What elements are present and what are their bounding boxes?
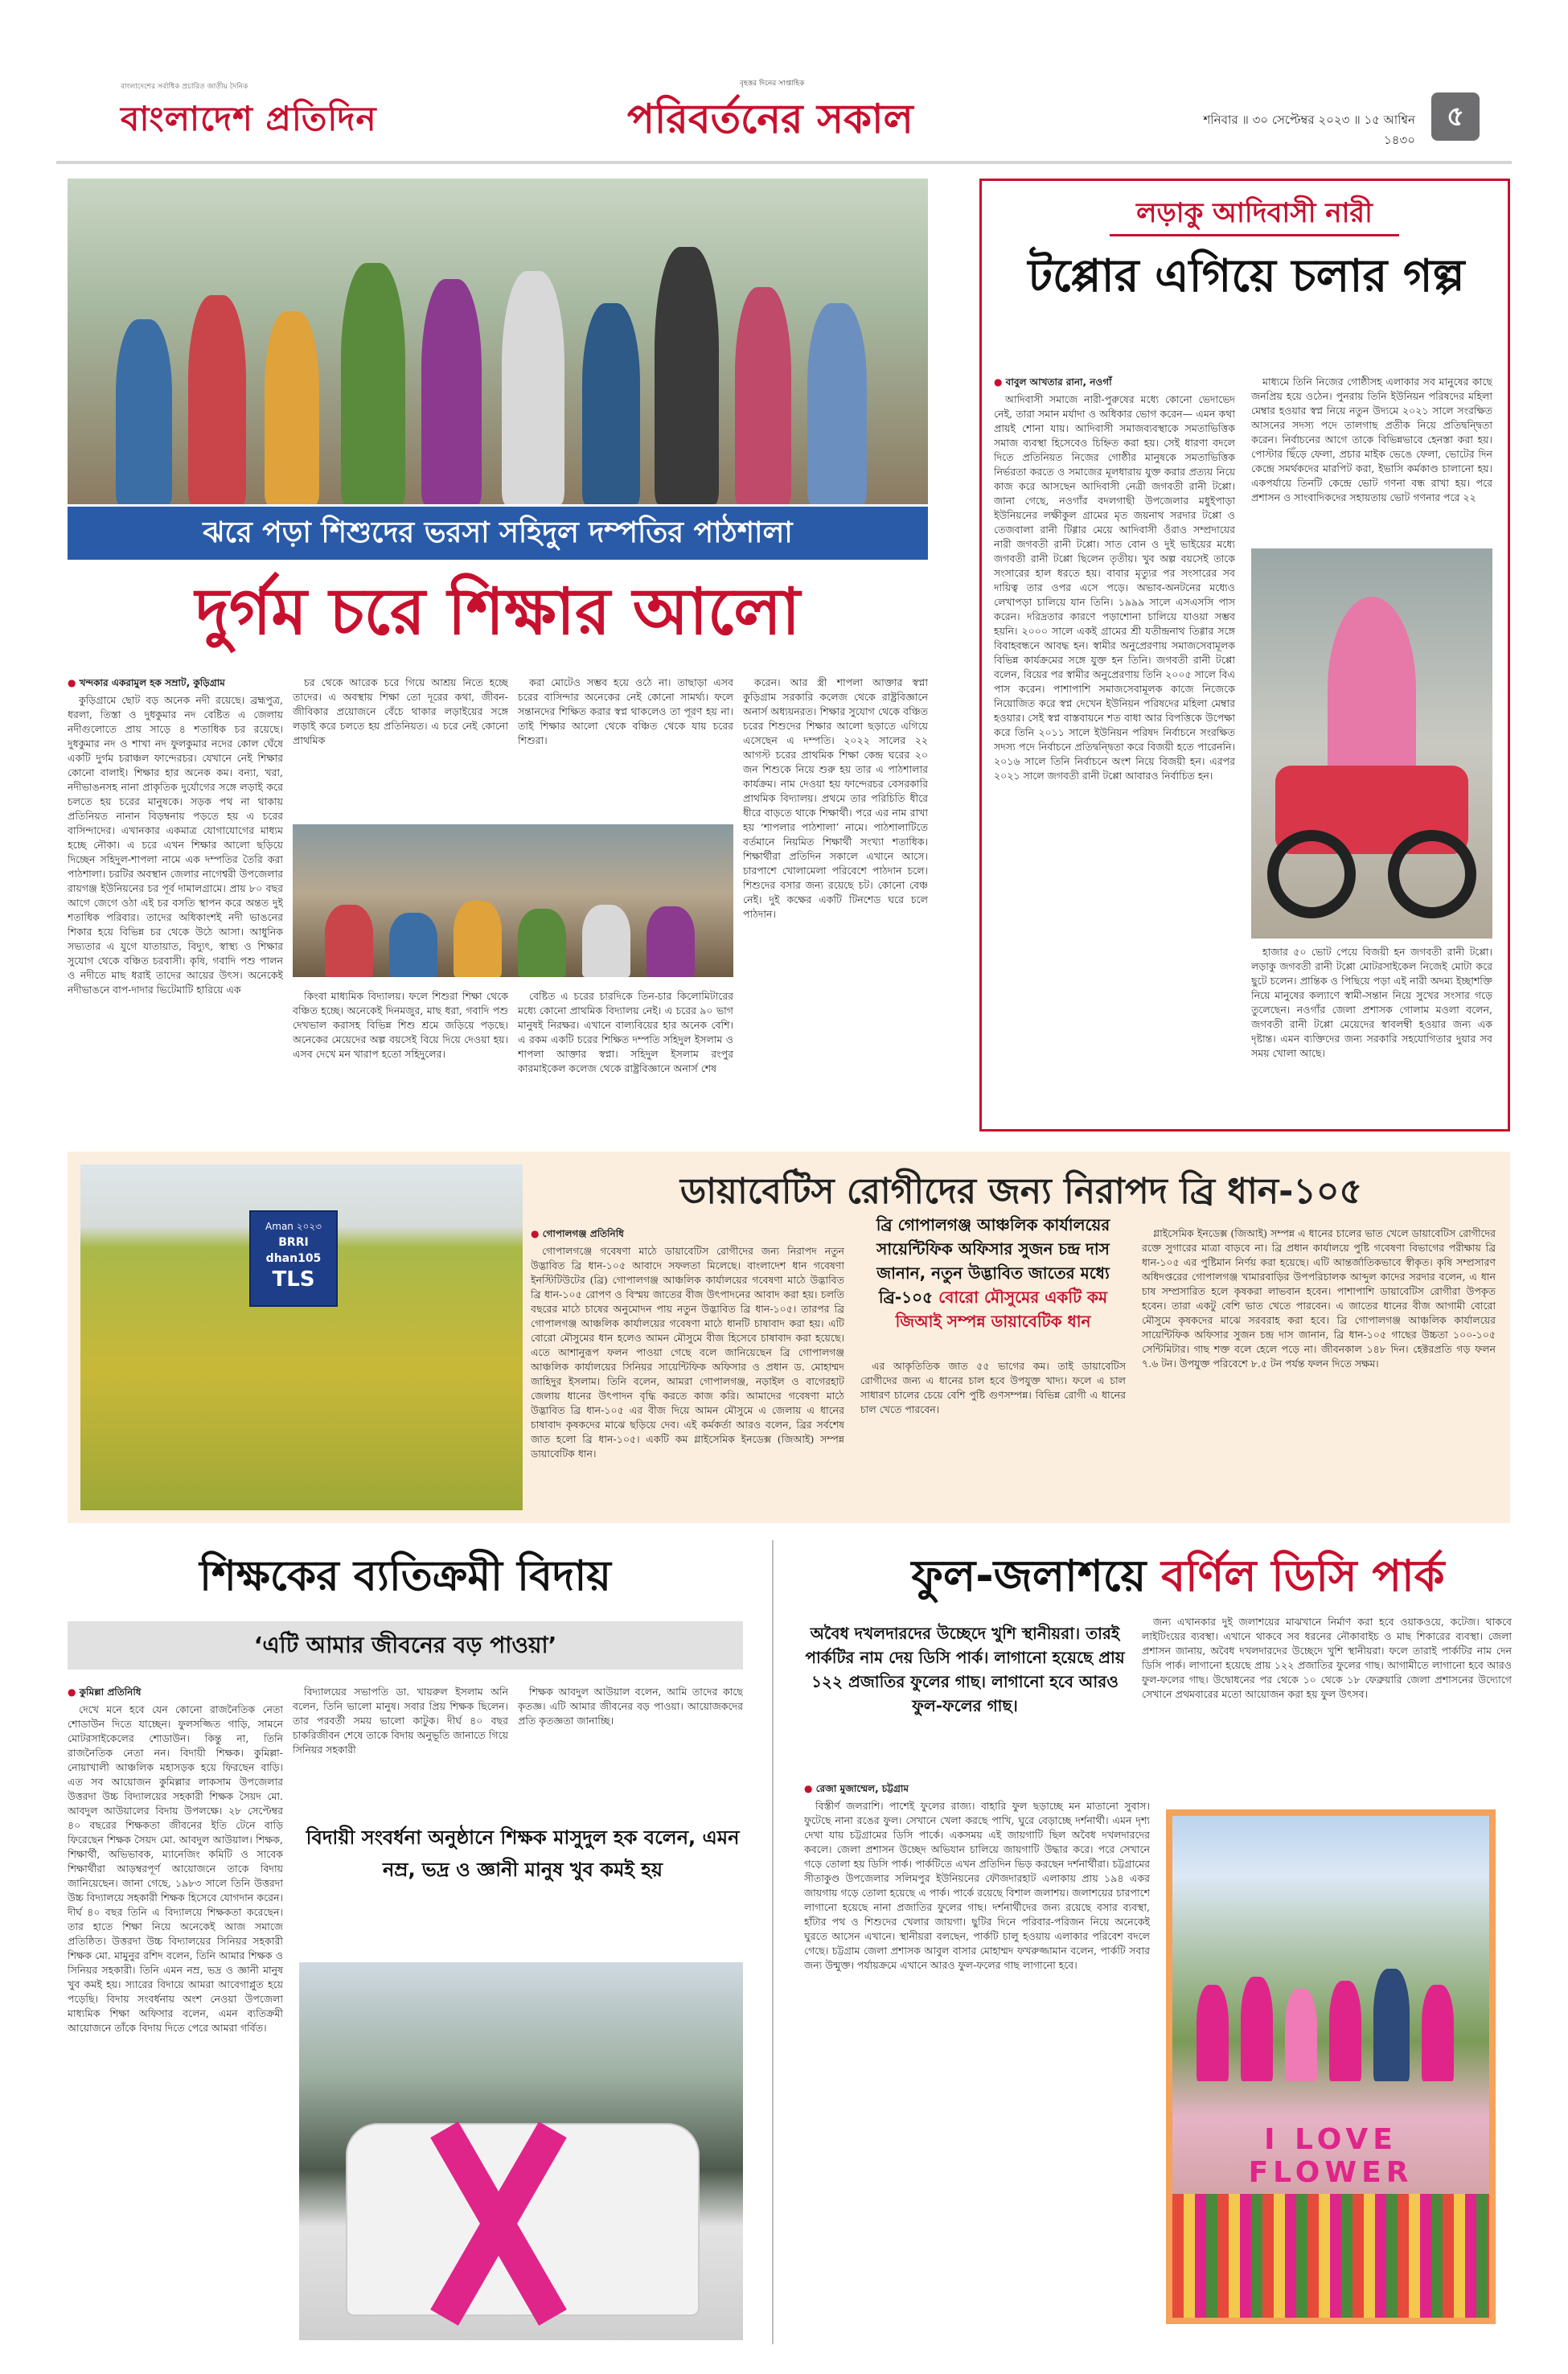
date-line: শনিবার ॥ ৩০ সেপ্টেম্বর ২০২৩ ॥ ১৫ আশ্বিন ১৪৩০	[1203, 113, 1415, 147]
newspaper-logo-tagline: বাংলাদেশের সর্বাধিক প্রচারিত জাতীয় দৈনিক	[121, 83, 248, 91]
story1-byline: খন্দকার একরামুল হক সম্রাট, কুড়িগ্রাম	[79, 677, 225, 688]
story4-headline: শিক্ষকের ব্যতিক্রমী বিদায়	[199, 1552, 611, 1600]
supplement-logo-tagline: বৃহত্তর দিনের সাপ্তাহিক	[740, 80, 805, 88]
signboard-line-3: TLS	[272, 1267, 315, 1292]
story2-column-1: ● বাবুল আখতার রানা, নওগাঁ আদিবাসী সমাজে নারী-পুরুষের মধ্যে কোনো ভেদাভেদ নেই, তারা সমান মর্যাদা ও অধিকার ভোগ করেন— এমন কথা প্রায়ই শোনা যায়। আদিবাসী সমাজব্যবস্থাকে সমতাভিত্তিক সমাজ ব্যবস্থা হিসেবেও চিহ্নিত করা হয়। সেই ধারণা বদলে দিতে প্রতিনিয়ত নিজের গোষ্ঠীর মানুষকে সমতাভিত্তিক নির্ভরতা করতে ও সমাজের মূলধারায় যুক্ত করার প্রত্যয় নিয়ে কাজ করে আসছেন আদিবাসী নেত্রী জগবতী রানী টপ্পো। জানা গেছে, নওগাঁর বদলগাছী উপজেলার মধুইপাড়া ইউনিয়নের লক্ষীকুল গ্রামের মৃত জয়নাথ সরদার টপ্পো ও তেজবালা রানী টিগ্গার মেয়ে আদিবাসী ওঁরাও সম্প্রদায়ের নারী জগবতী রানী টপ্পো। সাত বোন ও দুই ভাইয়ের মধ্যে জগবতী রানী টপ্পো ছিলেন তৃতীয়। খুব অল্প বয়সেই তাকে সংসারের হাল ধরতে হয়। বাবার মৃত্যুর পর সংসারের সব দায়িত্ব তার ওপর এসে পড়ে। অভাব-অনটনের মধ্যেও লেখাপড়া চালিয়ে যান তিনি। ১৯৯৯ সালে এসএসসি পাস করেন। দরিদ্রতার কারণে পড়াশোনা চালিয়ে যাওয়া সম্ভব হয়নি। ২০০০ সালে একই গ্রামের শ্রী যতীন্দ্রনাথ তিগ্গার সঙ্গে বিবাহবন্ধনে আবদ্ধ হন। স্বামীর অনুপ্রেরণায় সমাজসেবামূলক বিভিন্ন কার্যক্রমের সঙ্গে যুক্ত হন তিনি। জগবতী রানী টপ্পো বলেন, বিয়ের পর স্বামীর অনুপ্রেরণায় তিনি ২০০৫ সালে বিএ পাস করেন। পাশাপাশি সমাজসেবামূলক কাজে নিজেকে নিয়োজিত করে স্বপ্ন দেখেন ইউনিয়ন পরিষদের মহিলা মেম্বার হওয়ার। সেই স্বপ্ন বাস্তবায়নে শত বাধা আর বিপত্তিকে উপেক্ষা করে তিনি ২০১১ সালে ইউনিয়ন পরিষদ নির্বাচনে সংরক্ষিত সদস্য পদে নির্বাচনে প্রতিদ্বন্দ্বিতা করে বিজয়ী হতে পারেননি। ২০১৬ সালে তিনি নির্বাচনে অংশ নিয়ে বিজয়ী হন। এরপর ২০২১ সালে জগবতী রানী টপ্পো আবারও নির্বাচিত হন।	[994, 376, 1235, 782]
story3-pull-quote	[860, 1213, 1126, 1349]
story4-column-1: ● কুমিল্লা প্রতিনিধি দেখে মনে হবে যেন কোনো রাজনৈতিক নেতা শোডাউন দিতে যাচ্ছেন। ফুলসজ্জিত গাড়ি, সামনে মোটরসাইকেলের শোডাউন। কিন্তু না, তিনি রাজনৈতিক নেতা নন। বিদায়ী শিক্ষক। কুমিল্লা-নোয়াখালী আঞ্চলিক মহাসড়ক হয়ে ফিরছেন বাড়ি। এত সব আয়োজন কুমিল্লার লাকসাম উপজেলার উত্তরদা উচ্চ বিদ্যালয়ের সহকারী শিক্ষক সৈয়দ মো. আবদুল আউয়ালের বিদায় উপলক্ষে। ২৮ সেপ্টেম্বর ৪০ বছরের শিক্ষকতা জীবনের ইতি টেনে বাড়ি ফিরেছেন শিক্ষক সৈয়দ মো. আবদুল আউয়াল। শিক্ষক, শিক্ষার্থী, অভিভাবক, ম্যানেজিং কমিটি ও সাবেক শিক্ষার্থীরা আড়ম্বরপূর্ণ আয়োজনে তাকে বিদায় জানিয়েছেন। জানা গেছে, ১৯৮৩ সালে তিনি উত্তরদা উচ্চ বিদ্যালয়ে সহকারী শিক্ষক হিসেবে যোগদান করেন। দীর্ঘ ৪০ বছর তিনি এ বিদ্যালয়ে শিক্ষকতা করেছেন। তার হাতে শিক্ষা নিয়ে অনেকেই আজ সমাজে প্রতিষ্ঠিত। উত্তরদা উচ্চ বিদ্যালয়ের সিনিয়র সহকারী শিক্ষক মো. মামুনুর রশিদ বলেন, তিনি আমার শিক্ষক ও সিনিয়র সহকারী। তিনি এমন নম্র, ভদ্র ও জ্ঞানী মানুষ খুব কমই হয়। স্যারের বিদায়ে আমরা আবেগাপ্লুত হয়ে পড়েছি। বিদায় সংবর্ধনায় অংশ নেওয়া উপজেলা মাধ্যমিক শিক্ষা অফিসার বলেন, এমন ব্যতিক্রমী আয়োজনে তাঁকে বিদায় দিতে পেরে আমরা গর্বিত।	[68, 1686, 283, 2034]
story1-text-2: চর থেকে আরেক চরে গিয়ে আশ্রয় নিতে হচ্ছে তাদের। এ অবস্থায় শিক্ষা তো দূরের কথা, জীবন-জীবিকার প্রয়োজনে বেঁচে থাকার লড়াইয়ের সঙ্গে লড়াই করে চলতে হয় প্রতিনিয়ত। এ চরে নেই কোনো প্রাথমিক	[293, 676, 508, 746]
story2-column-2b	[1251, 945, 1492, 1126]
supplement-logo	[627, 77, 965, 150]
woman-on-motorcycle-photo	[1251, 548, 1492, 939]
story4-subhead: ‘এটি আমার জীবনের বড় পাওয়া’	[68, 1621, 743, 1670]
story5-headline	[844, 1544, 1512, 1608]
story5-headline-b: বর্ণিল ডিসি পার্ক	[1161, 1550, 1445, 1601]
story1-text-1: কুড়িগ্রামে ছোট বড় অনেক নদী রয়েছে। ব্রহ্মপুত্র, ধরলা, তিস্তা ও দুধকুমার নদ বেষ্টিত এ জেলায় নদীগুলোতে প্রায় সাড়ে ৪ শতাধিক চর রয়েছে। দুধকুমার নদ ও শাখা নদ ফুলকুমার নদের কোল ঘেঁষে একটি দুর্গম চরাঞ্চল ফান্দেরচর। যেখানে নেই শিক্ষার কোনো বালাই। শিক্ষার হার অনেক কম। বন্যা, খরা, নদীভাঙনসহ নানা প্রাকৃতিক দুর্যোগের সঙ্গে লড়াই করে চলতে হয় চরের মানুষকে। সড়ক পথ না থাকায় প্রতিনিয়ত নানান বিড়ম্বনায় পড়তে হয় এ চরের বাসিন্দাদের। এখানকার একমাত্র যোগাযোগের মাধ্যম হচ্ছে নৌকা। এ চরে এখন শিক্ষার আলো ছড়িয়ে দিচ্ছেন সহিদুল-শাপলা নামে এক দম্পতির তৈরি করা পাঠশালা। চরটির অবস্থান জেলার নাগেশ্বরী উপজেলার রায়গঞ্জ ইউনিয়নের চর পূর্ব দামালগ্রামে। প্রায় ৮০ বছর আগে জেগে ওঠা এই চর বসতি স্থাপন করে অন্তত দুই শতাধিক পরিবার। তাদের অধিকাংশই নদী ভাঙনের শিকার হয়ে বিভিন্ন চর থেকে উঠে আসা। আধুনিক সভ্যতার এ যুগে যাতায়াত, বিদ্যুৎ, স্বাস্থ্য ও শিক্ষার সুযোগ থেকে বঞ্চিত চরবাসী। কৃষি, গবাদি পশু পালন ও নদীতে মাছ ধরাই তাদের আয়ের উৎস। অনেকেই নদীভাঙনে বাপ-দাদার ভিটেমাটি হারিয়ে এক	[68, 694, 283, 996]
story1-text-6: বেষ্টিত এ চরের চারদিকে তিন-চার কিলোমিটারের মধ্যে কোনো প্রাথমিক বিদ্যালয় নেই। এ চরের ৯০ ভাগ মানুষই নিরক্ষর। এখানে বাল্যবিয়ের হার অনেক বেশি। এ রকম একটি চরের শিক্ষিত দম্পতি সহিদুল ইসলাম ও শাপলা আক্তার স্বপ্না। সহিদুল ইসলাম রংপুর কারমাইকেল কলেজ থেকে রাষ্ট্রবিজ্ঞানে অনার্স শেষ	[518, 990, 733, 1074]
story1-band-headline: ঝরে পড়া শিশুদের ভরসা সহিদুল দম্পতির পাঠশালা	[68, 507, 928, 560]
masthead-divider	[56, 161, 1512, 164]
story2-column-2	[1251, 375, 1492, 540]
story1-text-3: করা মোটেও সম্ভব হয়ে ওঠে না। তাছাড়া এসব চরের বাসিন্দার অনেকের নেই কোনো সামর্থ্য। ফলে সন্তানদের শিক্ষিত করার স্বপ্ন থাকলেও তা পূরণ হয় না। তাই শিক্ষার আলো থেকে বঞ্চিত থেকে যায় চরের শিশুরা।	[518, 676, 733, 746]
children-lineup-photo	[68, 179, 928, 504]
story3-byline: গোপালগঞ্জ প্রতিনিধি	[542, 1228, 624, 1239]
story1-column-1: ● খন্দকার একরামুল হক সম্রাট, কুড়িগ্রাম কুড়িগ্রামে ছোট বড় অনেক নদী রয়েছে। ব্রহ্মপুত্র, ধরলা, তিস্তা ও দুধকুমার নদ বেষ্টিত এ জেলায় নদীগুলোতে প্রায় সাড়ে ৪ শতাধিক চর রয়েছে। দুধকুমার নদ ও শাখা নদ ফুলকুমার নদের কোল ঘেঁষে একটি দুর্গম চরাঞ্চল ফান্দেরচর। যেখানে নেই শিক্ষার কোনো বালাই। শিক্ষার হার অনেক কম। বন্যা, খরা, নদীভাঙনসহ নানা প্রাকৃতিক দুর্যোগের সঙ্গে লড়াই করে চলতে হয় চরের মানুষকে। সড়ক পথ না থাকায় প্রতিনিয়ত নানান বিড়ম্বনায় পড়তে হয় এ চরের বাসিন্দাদের। এখানকার একমাত্র যোগাযোগের মাধ্যম হচ্ছে নৌকা। এ চরে এখন শিক্ষার আলো ছড়িয়ে দিচ্ছেন সহিদুল-শাপলা নামে এক দম্পতির তৈরি করা পাঠশালা। চরটির অবস্থান জেলার নাগেশ্বরী উপজেলার রায়গঞ্জ ইউনিয়নের চর পূর্ব দামালগ্রামে। প্রায় ৮০ বছর আগে জেগে ওঠা এই চর বসতি স্থাপন করে অন্তত দুই শতাধিক পরিবার। তাদের অধিকাংশই নদী ভাঙনের শিকার হয়ে বিভিন্ন চর থেকে উঠে আসা। আধুনিক সভ্যতার এ যুগে যাতায়াত, বিদ্যুৎ, স্বাস্থ্য ও শিক্ষার সুযোগ থেকে বঞ্চিত চরবাসী। কৃষি, গবাদি পশু পালন ও নদীতে মাছ ধরাই তাদের আয়ের উৎস। অনেকেই নদীভাঙনে বাপ-দাদার ভিটেমাটি হারিয়ে এক	[68, 677, 283, 996]
story2-text-1: আদিবাসী সমাজে নারী-পুরুষের মধ্যে কোনো ভেদাভেদ নেই, তারা সমান মর্যাদা ও অধিকার ভোগ করেন— এমন কথা প্রায়ই শোনা যায়। আদিবাসী সমাজব্যবস্থাকে সমতাভিত্তিক সমাজ ব্যবস্থা হিসেবেও চিহ্নিত করা হয়। সেই ধারণা বদলে দিতে প্রতিনিয়ত নিজের গোষ্ঠীর মানুষকে সমতাভিত্তিক নির্ভরতা করতে ও সমাজের মূলধারায় যুক্ত করার প্রত্যয় নিয়ে কাজ করে আসছেন আদিবাসী নেত্রী জগবতী রানী টপ্পো। জানা গেছে, নওগাঁর বদলগাছী উপজেলার মধুইপাড়া ইউনিয়নের লক্ষীকুল গ্রামের মৃত জয়নাথ সরদার টপ্পো ও তেজবালা রানী টিগ্গার মেয়ে আদিবাসী ওঁরাও সম্প্রদায়ের নারী জগবতী রানী টপ্পো। সাত বোন ও দুই ভাইয়ের মধ্যে জগবতী রানী টপ্পো ছিলেন তৃতীয়। খুব অল্প বয়সেই তাকে সংসারের হাল ধরতে হয়। বাবার মৃত্যুর পর সংসারের সব দায়িত্ব তার ওপর এসে পড়ে। অভাব-অনটনের মধ্যেও লেখাপড়া চালিয়ে যান তিনি। ১৯৯৯ সালে এসএসসি পাস করেন। দরিদ্রতার কারণে পড়াশোনা চালিয়ে যাওয়া সম্ভব হয়নি। ২০০০ সালে একই গ্রামের শ্রী যতীন্দ্রনাথ তিগ্গার সঙ্গে বিবাহবন্ধনে আবদ্ধ হন। স্বামীর অনুপ্রেরণায় সমাজসেবামূলক বিভিন্ন কার্যক্রমের সঙ্গে যুক্ত হন তিনি। জগবতী রানী টপ্পো বলেন, বিয়ের পর স্বামীর অনুপ্রেরণায় তিনি ২০০৫ সালে বিএ পাস করেন। পাশাপাশি সমাজসেবামূলক কাজে নিজেকে নিয়োজিত করে স্বপ্ন দেখেন ইউনিয়ন পরিষদের মহিলা মেম্বার হওয়ার। সেই স্বপ্ন বাস্তবায়নে শত বাধা আর বিপত্তিকে উপেক্ষা করে তিনি ২০১১ সালে ইউনিয়ন পরিষদ নির্বাচনে সংরক্ষিত সদস্য পদে নির্বাচনে প্রতিদ্বন্দ্বিতা করে বিজয়ী হতে পারেননি। ২০১৬ সালে তিনি নির্বাচনে অংশ নিয়ে বিজয়ী হন। এরপর ২০২১ সালে জগবতী রানী টপ্পো আবারও নির্বাচিত হন।	[994, 393, 1235, 782]
story1-column-2b	[293, 989, 508, 1126]
story4-text-1: দেখে মনে হবে যেন কোনো রাজনৈতিক নেতা শোডাউন দিতে যাচ্ছেন। ফুলসজ্জিত গাড়ি, সামনে মোটরসাইকেলের শোডাউন। কিন্তু না, তিনি রাজনৈতিক নেতা নন। বিদায়ী শিক্ষক। কুমিল্লা-নোয়াখালী আঞ্চলিক মহাসড়ক হয়ে ফিরছেন বাড়ি। এত সব আয়োজন কুমিল্লার লাকসাম উপজেলার উত্তরদা উচ্চ বিদ্যালয়ের সহকারী শিক্ষক সৈয়দ মো. আবদুল আউয়ালের বিদায় উপলক্ষে। ২৮ সেপ্টেম্বর ৪০ বছরের শিক্ষকতা জীবনের ইতি টেনে বাড়ি ফিরেছেন শিক্ষক সৈয়দ মো. আবদুল আউয়াল। শিক্ষক, শিক্ষার্থী, অভিভাবক, ম্যানেজিং কমিটি ও সাবেক শিক্ষার্থীরা আড়ম্বরপূর্ণ আয়োজনে তাকে বিদায় জানিয়েছেন। জানা গেছে, ১৯৮৩ সালে তিনি উত্তরদা উচ্চ বিদ্যালয়ে সহকারী শিক্ষক হিসেবে যোগদান করেন। দীর্ঘ ৪০ বছর তিনি এ বিদ্যালয়ে শিক্ষকতা করেছেন। তার হাতে শিক্ষা নিয়ে অনেকেই আজ সমাজে প্রতিষ্ঠিত। উত্তরদা উচ্চ বিদ্যালয়ের সিনিয়র সহকারী শিক্ষক মো. মামুনুর রশিদ বলেন, তিনি আমার শিক্ষক ও সিনিয়র সহকারী। তিনি এমন নম্র, ভদ্র ও জ্ঞানী মানুষ খুব কমই হয়। স্যারের বিদায়ে আমরা আবেগাপ্লুত হয়ে পড়েছি। বিদায় সংবর্ধনায় অংশ নেওয়া উপজেলা মাধ্যমিক শিক্ষা অফিসার বলেন, এমন ব্যতিক্রমী আয়োজনে তাঁকে বিদায় দিতে পেরে আমরা গর্বিত।	[68, 1703, 283, 2034]
newspaper-logo-text: বাংলাদেশ প্রতিদিন	[121, 99, 377, 138]
story3-text-2: এর আকৃতিতিক জাত ৫৫ ভাগের কম। তাই ডায়াবেটিস রোগীদের জন্য এ ধানের চাল হবে উপযুক্ত খাদ্য। ফলে এ চাল সাধারণ চালের চেয়ে বেশি পুষ্টি গুণসম্পন্ন। বিভিন্ন রোগী এ ধানের চাল খেতে পারবেন।	[860, 1360, 1126, 1415]
story1-column-2	[293, 676, 508, 820]
story3-column-1: ● গোপালগঞ্জ প্রতিনিধি গোপালগঞ্জে গবেষণা মাঠে ডায়াবেটিস রোগীদের জন্য নিরাপদ নতুন উদ্ভাবিত ব্রি ধান-১০৫ আবাদে সফলতা মিলেছে। বাংলাদেশ ধান গবেষণা ইনস্টিটিউটের (ব্রি) গোপালগঞ্জ আঞ্চলিক কার্যালয়ের গবেষণা মাঠে উদ্ভাবিত ব্রি ধান-১০৫ রোপণ ও বিস্ময় জাতের বীজ উৎপাদনের আবাদ করা হয়। চলতি বছরের মাঠে চাষের অনুমোদন পায় নতুন উদ্ভাবিত ব্রি ধান-১০৫। তারপর ব্রি গোপালগঞ্জ আঞ্চলিক কার্যালয়ের গবেষণা মাঠে ধানটি চাষাবাদ করা হয়। এটি বোরো মৌসুমের ধান হলেও আমন মৌসুমে বীজ হিসেবে চাষাবাদ করা হয়েছে। এতে আশানুরূপ ফলন পাওয়া গেছে বলে জানিয়েছেন ব্রি গোপালগঞ্জ আঞ্চলিক কার্যালয়ের সিনিয়র সায়েন্টিফিক অফিসার ও প্রধান ড. মোহাম্মদ জাহিদুর ইসলাম। তিনি বলেন, আমরা গোপালগঞ্জ, নড়াইল ও বাগেরহাট জেলায় ধানের উৎপাদন বৃদ্ধি করতে কাজ করি। আমাদের গবেষণা মাঠে উদ্ভাবিত ব্রি ধান-১০৫ এর বীজ দিয়ে আমন মৌসুমে এ জেলায় এ ধানের চাষাবাদ কৃষকদের মাঝে ছড়িয়ে দেব। এই কর্মকর্তা আরও বলেন, ব্রির সর্বশেষ জাত হলো ব্রি ধান-১০৫। একটি কম গ্লাইসেমিক ইনডেক্স (জিআই) সম্পন্ন ডায়াবেটিক ধান।	[531, 1228, 844, 1460]
signboard-line-1: Aman ২০২৩	[265, 1221, 322, 1232]
story5-text-2: জন্য এখানকার দুই জলাশয়ের মাঝখানে নির্মাণ করা হবে ওয়াকওয়ে, কটেজ। থাকবে লাইটিংয়ের ব্যবস্থা। এখানে থাকবে সব ধরনের নৌকাবাইচ ও মাছ শিকারের ব্যবস্থা। জেলা প্রশাসন জানায়, অবৈধ দখলদারদের উচ্ছেদে খুশি স্থানীয়রা। ফলে তারাই পার্কটির নাম দেন ডিসি পার্ক। লাগানো হয়েছে প্রায় ১২২ প্রজাতির ফুলের গাছ। আগামীতে লাগানো হবে আরও ফুল-ফলের গাছ। উদ্বোধনের পর থেকে ১০ থেকে ১৮ ফেব্রুয়ারি জেলা প্রশাসনের উদ্যোগে সেখানে প্রথমবারের মতো আয়োজন করা হয় ফুল উৎসব।	[1142, 1616, 1512, 1700]
story2-text-2: মাধ্যমে তিনি নিজের গোষ্ঠীসহ এলাকার সব মানুষের কাছে জনপ্রিয় হয়ে ওঠেন। পুনরায় তিনি ইউনিয়ন পরিষদের মহিলা মেম্বার হওয়ার স্বপ্ন নিয়ে নতুন উদ্যমে ২০২১ সালে সংরক্ষিত আসনের সদস্য পদে তালগাছ প্রতীক নিয়ে প্রতিদ্বন্দ্বিতা করেন। নির্বাচনের আগে তাকে বিভিন্নভাবে হেনস্তা করা হয়। পোস্টার ছিঁড়ে ফেলা, প্রচার মাইক ভেঙে ফেলা, ভোটের দিন কেন্দ্রে সমর্থকদের মারপিট করা, ইভাসি কর্মকাণ্ড চালানো হয়। একপর্যায়ে তিনটি কেন্দ্রে ভোট গণনা বন্ধ রাখা হয়। পরে প্রশাসন ও সাংবাদিকদের সহায়তায় ভোট গণনার পরে ২২	[1251, 376, 1492, 503]
rice-variety-signboard	[249, 1210, 338, 1307]
story3-column-3	[1142, 1226, 1496, 1508]
story1-text-5: কিংবা মাধ্যমিক বিদ্যালয়। ফলে শিশুরা শিক্ষা থেকে বঞ্চিত হচ্ছে। অনেকেই দিনমজুর, মাছ ধরা, গবাদি পশু দেখভাল করাসহ বিভিন্ন শিশু শ্রমে জড়িয়ে পড়ছে। অনেকের মেয়েদের অল্প বয়সেই বিয়ে দিয়ে দেওয়া হয়। এসব দেখে মন খারাপ হতো সহিদুলের।	[293, 990, 508, 1060]
story3-headline: ডায়াবেটিস রোগীদের জন্য নিরাপদ ব্রি ধান-১০৫	[679, 1171, 1363, 1212]
signboard-line-2: BRRI dhan105	[265, 1236, 322, 1265]
story4-pull-quote: বিদায়ী সংবর্ধনা অনুষ্ঠানে শিক্ষক মাসুদুল হক বলেন, এমন নম্র, ভদ্র ও জ্ঞানী মানুষ খুব কমই হয়	[306, 1826, 740, 1881]
story4-text-2: বিদ্যালয়ের সভাপতি ডা. খায়রুল ইসলাম অনি বলেন, তিনি ভালো মানুষ। সবার প্রিয় শিক্ষক ছিলেন। তার পরবর্তী সময় ভালো কাটুক। দীর্ঘ ৪০ বছর চাকরিজীবন শেষে তাকে বিদায় অনুভূতি জানাতে গিয়ে সিনিয়র সহকারী	[293, 1686, 508, 1756]
story5-headline-a: ফুল-জলাশয়ে	[911, 1550, 1147, 1601]
story4-column-2	[293, 1685, 508, 1801]
story1-text-4: করেন। আর স্ত্রী শাপলা আক্তার স্বপ্না কুড়িগ্রাম সরকারি কলেজ থেকে রাষ্ট্রবিজ্ঞানে অনার্স অধ্যয়নরত। শিক্ষার সুযোগ থেকে বঞ্চিত চরের শিশুদের শিক্ষার আলো ছড়াতে এগিয়ে এসেছেন এ দম্পতি। ২০২২ সালের ২২ আগস্ট চরের প্রাথমিক শিক্ষা কেন্দ্র ঘরের ২০ জন শিশুকে নিয়ে শুরু হয় তার এ পাঠশালার কার্যক্রম। নাম দেওয়া হয় ফান্দেরচর বেসরকারি প্রাথমিক বিদ্যালয়। প্রথমে তার পরিচিতি ধীরে ধীরে বাড়তে থাকে শিক্ষার্থী। পরে এর নাম রাখা হয় ‘শাপলার পাঠশালা’ নামে। পাঠশালাটিতে বর্তমানে নিয়মিত শিক্ষার্থী সংখ্যা শতাধিক। শিক্ষার্থীরা প্রতিদিন সকালে এখানে আসে। চারপাশে খোলামেলা পরিবেশে পাঠদান চলে। শিশুদের বসার জন্য রয়েছে চট। কোনো বেঞ্চ নেই। দুই কক্ষের একটি টিনশেড ঘরে চলে পাঠদান।	[743, 676, 928, 920]
story3-text-3: গ্লাইসেমিক ইনডেক্স (জিআই) সম্পন্ন এ ধানের চালের ভাত খেলে ডায়াবেটিস রোগীদের রক্তে সুগারের মাত্রা বাড়বে না। ব্রি প্রধান কার্যালয়ে পুষ্টি গবেষণা বিভাগের পরীক্ষায় ব্রি ধান-১০৫ এর পুষ্টিমান নির্ণয় করা হয়েছে। এটি আন্তর্জাতিকভাবে স্বীকৃত। কৃষি সম্প্রসারণ অধিদপ্তরের গোপালগঞ্জ খামারবাড়ির উপপরিচালক আব্দুল কাদের সরদার বলেন, এ ধান চাষ সম্প্রসারিত হলে কৃষকরা লাভবান হবেন। পাশাপাশি ডায়াবেটিস রোগীরা উপকৃত হবেন। তারা একটু বেশি ভাত খেতে পারবেন। এ জাতের ধানের বীজ আগামী বোরো মৌসুমে কৃষকদের মাঝে সরবরাহ করা হবে। ব্রি গোপালগঞ্জ আঞ্চলিক কার্যালয়ের সায়েন্টিফিক অফিসার সুজন চন্দ্র দাস জানান, ব্রি ধান-১০৫ গাছের উচ্চতা ১০০-১০৫ সেন্টিমিটার। গাছ শক্ত বলে হেলে পড়ে না। জীবনকাল ১৪৮ দিন। হেক্টরপ্রতি গড় ফলন ৭.৬ টন। উপযুক্ত পরিবেশে ৮.৫ টন পর্যন্ত ফলন দিতে সক্ষম।	[1142, 1227, 1496, 1370]
story3-quote-a: ব্রি গোপালগঞ্জ আঞ্চলিক কার্যালয়ের সায়েন্টিফিক অফিসার সুজন চন্দ্র দাস জানান, নতুন উদ্ভাবিত জাতের মধ্যে ব্রি-১০৫	[876, 1215, 1110, 1307]
supplement-logo-text: পরিবর্তনের সকাল	[627, 95, 913, 142]
story4-byline: কুমিল্লা প্রতিনিধি	[79, 1686, 142, 1698]
story5-column-1: ● রেজা মুজাম্মেল, চট্টগ্রাম বিস্তীর্ণ জলরাশি। পাশেই ফুলের রাজ্য। বাহারি ফুল ছড়াচ্ছে মন মাতানো সুবাস। ফুটেছে নানা রঙের ফুল। সেখানে খেলা করছে পাখি, ঘুরে বেড়াচ্ছে দর্শনার্থী। এমন দৃশ্য দেখা যায় চট্টগ্রামের ডিসি পার্কে। একসময় এই জায়গাটি ছিল অবৈধ দখলদারদের কবলে। জেলা প্রশাসন উচ্ছেদ অভিযান চালিয়ে জায়গাটি উদ্ধার করে। পরে সেখানে গড়ে তোলা হয় ডিসি পার্ক। পার্কটিতে এখন প্রতিদিন ভিড় করছেন দর্শনার্থীরা। চট্টগ্রামের সীতাকুণ্ড উপজেলার সলিমপুর ইউনিয়নের ফৌজদারহাট এলাকায় প্রায় ১৯৪ একর জায়গায় গড়ে তোলা হয়েছে এ পার্ক। পার্কে রয়েছে বিশাল জলাশয়। জলাশয়ের চারপাশে লাগানো হয়েছে নানা প্রজাতির ফুলের গাছ। দর্শনার্থীদের জন্য রয়েছে বসার ব্যবস্থা, হাঁটার পথ ও শিশুদের খেলার জায়গা। ছুটির দিনে পরিবার-পরিজন নিয়ে অনেকেই ঘুরতে আসেন এখানে। স্থানীয়রা বলছেন, পার্কটি চালু হওয়ায় এলাকার পরিবেশ বদলে গেছে। চট্টগ্রাম জেলা প্রশাসক আবুল বাসার মোহাম্মদ ফখরুজ্জামান বলেন, পার্কটি সবার জন্য উন্মুক্ত। পর্যায়ক্রমে এখানে আরও ফুল-ফলের গাছ লাগানো হবে।	[804, 1783, 1150, 1971]
story5-pull-quote: অবৈধ দখলদারদের উচ্ছেদে খুশি স্থানীয়রা। তারই পার্কটির নাম দেয় ডিসি পার্ক। লাগানো হয়েছে প্রায় ১২২ প্রজাতির ফুলের গাছ। লাগানো হবে আরও ফুল-ফলের গাছ।	[805, 1624, 1125, 1715]
story1-column-3b	[518, 989, 733, 1126]
story4-text-3: শিক্ষক আবদুল আউয়াল বলেন, আমি তাদের কাছে কৃতজ্ঞ। এটি আমার জীবনের বড় পাওয়া। আয়োজকদের প্রতি কৃতজ্ঞতা জানাচ্ছি।	[518, 1686, 743, 1727]
page-number-badge: ৫	[1431, 92, 1480, 141]
classroom-photo	[293, 824, 733, 977]
story1-headline: দুর্গম চরে শিক্ষার আলো	[195, 573, 801, 649]
story5-column-2	[1142, 1615, 1512, 1776]
column-divider	[772, 1540, 774, 2344]
park-visitors-photo	[1166, 1809, 1496, 2324]
story3-text-1: গোপালগঞ্জে গবেষণা মাঠে ডায়াবেটিস রোগীদের জন্য নিরাপদ নতুন উদ্ভাবিত ব্রি ধান-১০৫ আবাদে সফলতা মিলেছে। বাংলাদেশ ধান গবেষণা ইনস্টিটিউটের (ব্রি) গোপালগঞ্জ আঞ্চলিক কার্যালয়ের গবেষণা মাঠে উদ্ভাবিত ব্রি ধান-১০৫ রোপণ ও বিস্ময় জাতের বীজ উৎপাদনের আবাদ করা হয়। চলতি বছরের মাঠে চাষের অনুমোদন পায় নতুন উদ্ভাবিত ব্রি ধান-১০৫। তারপর ব্রি গোপালগঞ্জ আঞ্চলিক কার্যালয়ের গবেষণা মাঠে ধানটি চাষাবাদ করা হয়। এটি বোরো মৌসুমের ধান হলেও আমন মৌসুমে বীজ হিসেবে চাষাবাদ করা হয়েছে। এতে আশানুরূপ ফলন পাওয়া গেছে বলে জানিয়েছেন ব্রি গোপালগঞ্জ আঞ্চলিক কার্যালয়ের সিনিয়র সায়েন্টিফিক অফিসার ও প্রধান ড. মোহাম্মদ জাহিদুর ইসলাম। তিনি বলেন, আমরা গোপালগঞ্জ, নড়াইল ও বাগেরহাট জেলায় ধানের উৎপাদন বৃদ্ধি করতে কাজ করি। আমাদের গবেষণা মাঠে উদ্ভাবিত ব্রি ধান-১০৫ এর বীজ দিয়ে আমন মৌসুমে এ জেলায় এ ধানের চাষাবাদ কৃষকদের মাঝে ছড়িয়ে দেব। এই কর্মকর্তা আরও বলেন, ব্রির সর্বশেষ জাত হলো ব্রি ধান-১০৫। একটি কম গ্লাইসেমিক ইনডেক্স (জিআই) সম্পন্ন ডায়াবেটিক ধান।	[531, 1245, 844, 1460]
story3-column-2	[860, 1359, 1126, 1508]
story5-text-1: বিস্তীর্ণ জলরাশি। পাশেই ফুলের রাজ্য। বাহারি ফুল ছড়াচ্ছে মন মাতানো সুবাস। ফুটেছে নানা রঙের ফুল। সেখানে খেলা করছে পাখি, ঘুরে বেড়াচ্ছে দর্শনার্থী। এমন দৃশ্য দেখা যায় চট্টগ্রামের ডিসি পার্কে। একসময় এই জায়গাটি ছিল অবৈধ দখলদারদের কবলে। জেলা প্রশাসন উচ্ছেদ অভিযান চালিয়ে জায়গাটি উদ্ধার করে। পরে সেখানে গড়ে তোলা হয় ডিসি পার্ক। পার্কটিতে এখন প্রতিদিন ভিড় করছেন দর্শনার্থীরা। চট্টগ্রামের সীতাকুণ্ড উপজেলার সলিমপুর ইউনিয়নের ফৌজদারহাট এলাকায় প্রায় ১৯৪ একর জায়গায় গড়ে তোলা হয়েছে এ পার্ক। পার্কে রয়েছে বিশাল জলাশয়। জলাশয়ের চারপাশে লাগানো হয়েছে নানা প্রজাতির ফুলের গাছ। দর্শনার্থীদের জন্য রয়েছে বসার ব্যবস্থা, হাঁটার পথ ও শিশুদের খেলার জায়গা। ছুটির দিনে পরিবার-পরিজন নিয়ে অনেকেই ঘুরতে আসেন এখানে। স্থানীয়রা বলছেন, পার্কটি চালু হওয়ায় এলাকার পরিবেশ বদলে গেছে। চট্টগ্রাম জেলা প্রশাসক আবুল বাসার মোহাম্মদ ফখরুজ্জামান বলেন, পার্কটি সবার জন্য উন্মুক্ত। পর্যায়ক্রমে এখানে আরও ফুল-ফলের গাছ লাগানো হবে।	[804, 1800, 1150, 1971]
story2-headline: টপ্পোর এগিয়ে চলার গল্প	[1028, 250, 1465, 302]
story1-column-3	[518, 676, 733, 820]
park-flower-sign: I LOVE FLOWER	[1248, 2123, 1414, 2189]
story3-quote-b: বোরো মৌসুমের একটি কম জিআই সম্পন্ন ডায়াবেটিক ধান	[895, 1288, 1108, 1331]
newspaper-logo	[121, 80, 458, 145]
story5-byline: রেজা মুজাম্মেল, চট্টগ্রাম	[815, 1783, 909, 1794]
story1-column-4	[743, 676, 928, 1126]
story2-kicker: লড়াকু আদিবাসী নারী	[1110, 193, 1399, 236]
story2-byline: বাবুল আখতার রানা, নওগাঁ	[1005, 376, 1112, 388]
story4-column-3	[518, 1685, 743, 1801]
story2-text-3: হাজার ৫০ ভোট পেয়ে বিজয়ী হন জগবতী রানী টপ্পো। লড়াকু জগবতী রানী টপ্পো মোটরসাইকেল নিজেই মোটা করে ছুটে চলেন। প্রান্তিক ও পিছিয়ে পড়া এই নারী অদম্য ইচ্ছাশক্তি নিয়ে মানুষের কল্যাণে স্বামী-সন্তান নিয়ে সুখের সংসার গড়ে তুলেছেন। নওগাঁর জেলা প্রশাসক গোলাম মওলা বলেন, জগবতী রানী টপ্পো মেয়েদের স্বাবলম্বী হওয়ার জন্য এক দৃষ্টান্ত। এমন ব্যক্তিদের জন্য সরকারি সহযোগিতার দুয়ার সব সময় খোলা আছে।	[1251, 946, 1492, 1059]
